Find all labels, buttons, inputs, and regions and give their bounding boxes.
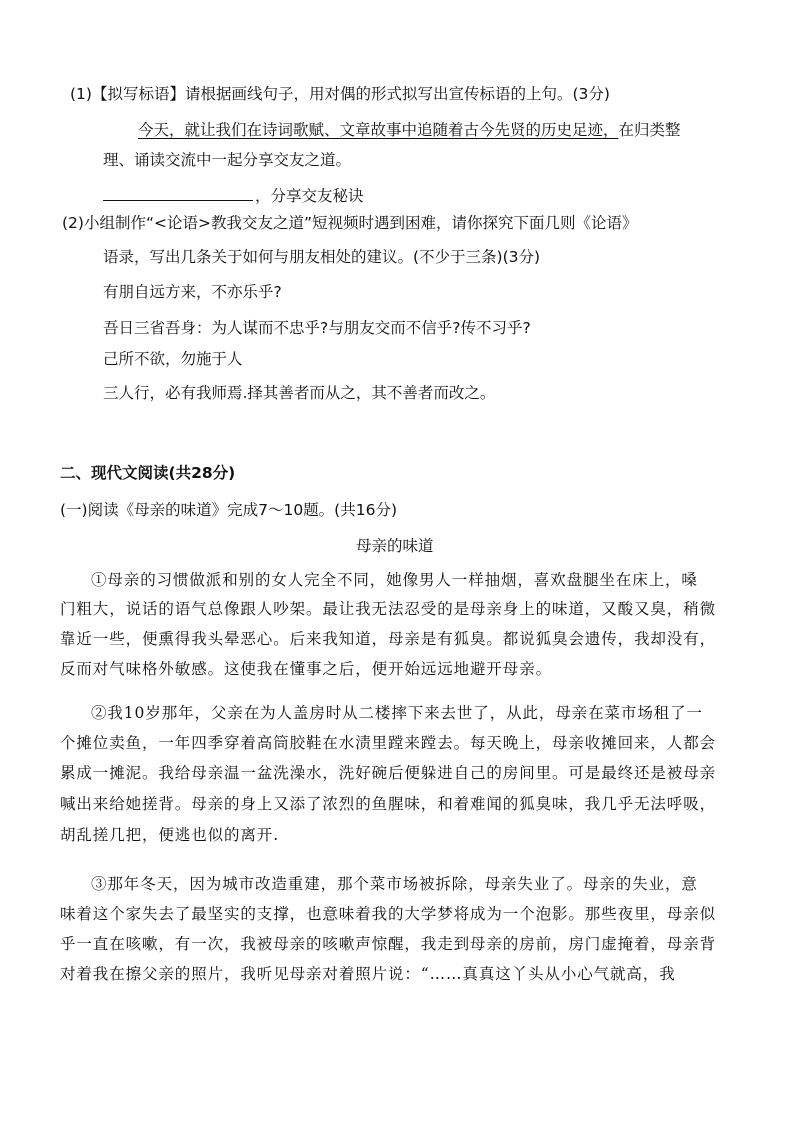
passage-line: ①母亲的习惯做派和别的女人完全不同，她像男人一样抽烟，喜欢盘腿坐在床上，嗓 [91, 571, 698, 589]
q2-quote: 三人行，必有我师焉.择其善者而从之，其不善者而改之。 [103, 384, 496, 402]
q1-sentence-line1 [138, 120, 681, 140]
passage-title: 母亲的味道 [356, 537, 434, 555]
passage-line: 味着这个家失去了最坚实的支撑，也意味着我的大学梦将成为一个泡影。那些夜里，母亲似 [60, 905, 717, 923]
passage-line: ②我10岁那年，父亲在为人盖房时从二楼摔下来去世了，从此，母亲在菜市场租了一 [91, 704, 703, 722]
section-heading: 二、现代文阅读(共28分) [60, 464, 236, 482]
section-sub-heading: (一)阅读《母亲的味道》完成7～10题。(共16分) [60, 501, 397, 519]
passage-line: 个摊位卖鱼，一年四季穿着高筒胶鞋在水渍里蹚来蹚去。每天晚上，母亲收摊回来，人都会 [60, 734, 717, 752]
passage-line: 反而对气味格外敏感。这使我在懂事之后，便开始远远地避开母亲。 [60, 660, 553, 678]
q1-sentence-rest: 在归类整 [618, 121, 681, 139]
passage-line: 胡乱搓几把，便逃也似的离开. [60, 826, 280, 844]
q1-prompt: (1)【拟写标语】请根据画线句子，用对偶的形式拟写出宣传标语的上句。(3分) [70, 85, 610, 103]
q2-quote: 有朋自远方来，不亦乐乎? [103, 283, 282, 301]
q1-answer-blank[interactable] [103, 184, 253, 201]
q2-quote: 吾日三省吾身：为人谋而不忠乎?与朋友交而不信乎?传不习乎? [103, 319, 531, 337]
passage-line: 靠近一些，便熏得我头晕恶心。后来我知道，母亲是有狐臭。都说狐臭会遗传，我却没有， [60, 630, 717, 648]
q2-quote: 己所不欲，勿施于人 [103, 350, 243, 368]
passage-line: 喊出来给她搓背。母亲的身上又添了浓烈的鱼腥味，和着难闻的狐臭味，我几乎无法呼吸， [60, 795, 717, 813]
passage-line: 累成一摊泥。我给母亲温一盆洗澡水，洗好碗后便躲进自己的房间里。可是最终还是被母亲 [60, 764, 717, 782]
passage-line: 门粗大，说话的语气总像跟人吵架。最让我无法忍受的是母亲身上的味道，又酸又臭，稍微 [60, 600, 717, 618]
passage-line: 对着我在擦父亲的照片，我听见母亲对着照片说：“……真真这丫头从小心气就高，我 [60, 965, 676, 983]
passage-line: ③那年冬天，因为城市改造重建，那个菜市场被拆除，母亲失业了。母亲的失业，意 [91, 875, 698, 893]
q1-sentence-line2: 理、诵读交流中一起分享交友之道。 [103, 151, 352, 169]
q2-prompt-line1: (2)小组制作“<论语>教我交友之道”短视频时遇到困难，请你探究下面几则《论语》 [62, 214, 638, 232]
q1-answer-suffix: ，分享交友秘诀 [255, 187, 364, 205]
q2-prompt-line2: 语录，写出几条关于如何与朋友相处的建议。(不少于三条)(3分) [103, 248, 541, 266]
q1-underlined-sentence: 今天，就让我们在诗词歌赋、文章故事中追随着古今先贤的历史足迹， [138, 121, 619, 139]
q1-answer-line [103, 184, 364, 206]
passage-line: 乎一直在咳嗽，有一次，我被母亲的咳嗽声惊醒，我走到母亲的房前，房门虚掩着，母亲背 [60, 935, 717, 953]
